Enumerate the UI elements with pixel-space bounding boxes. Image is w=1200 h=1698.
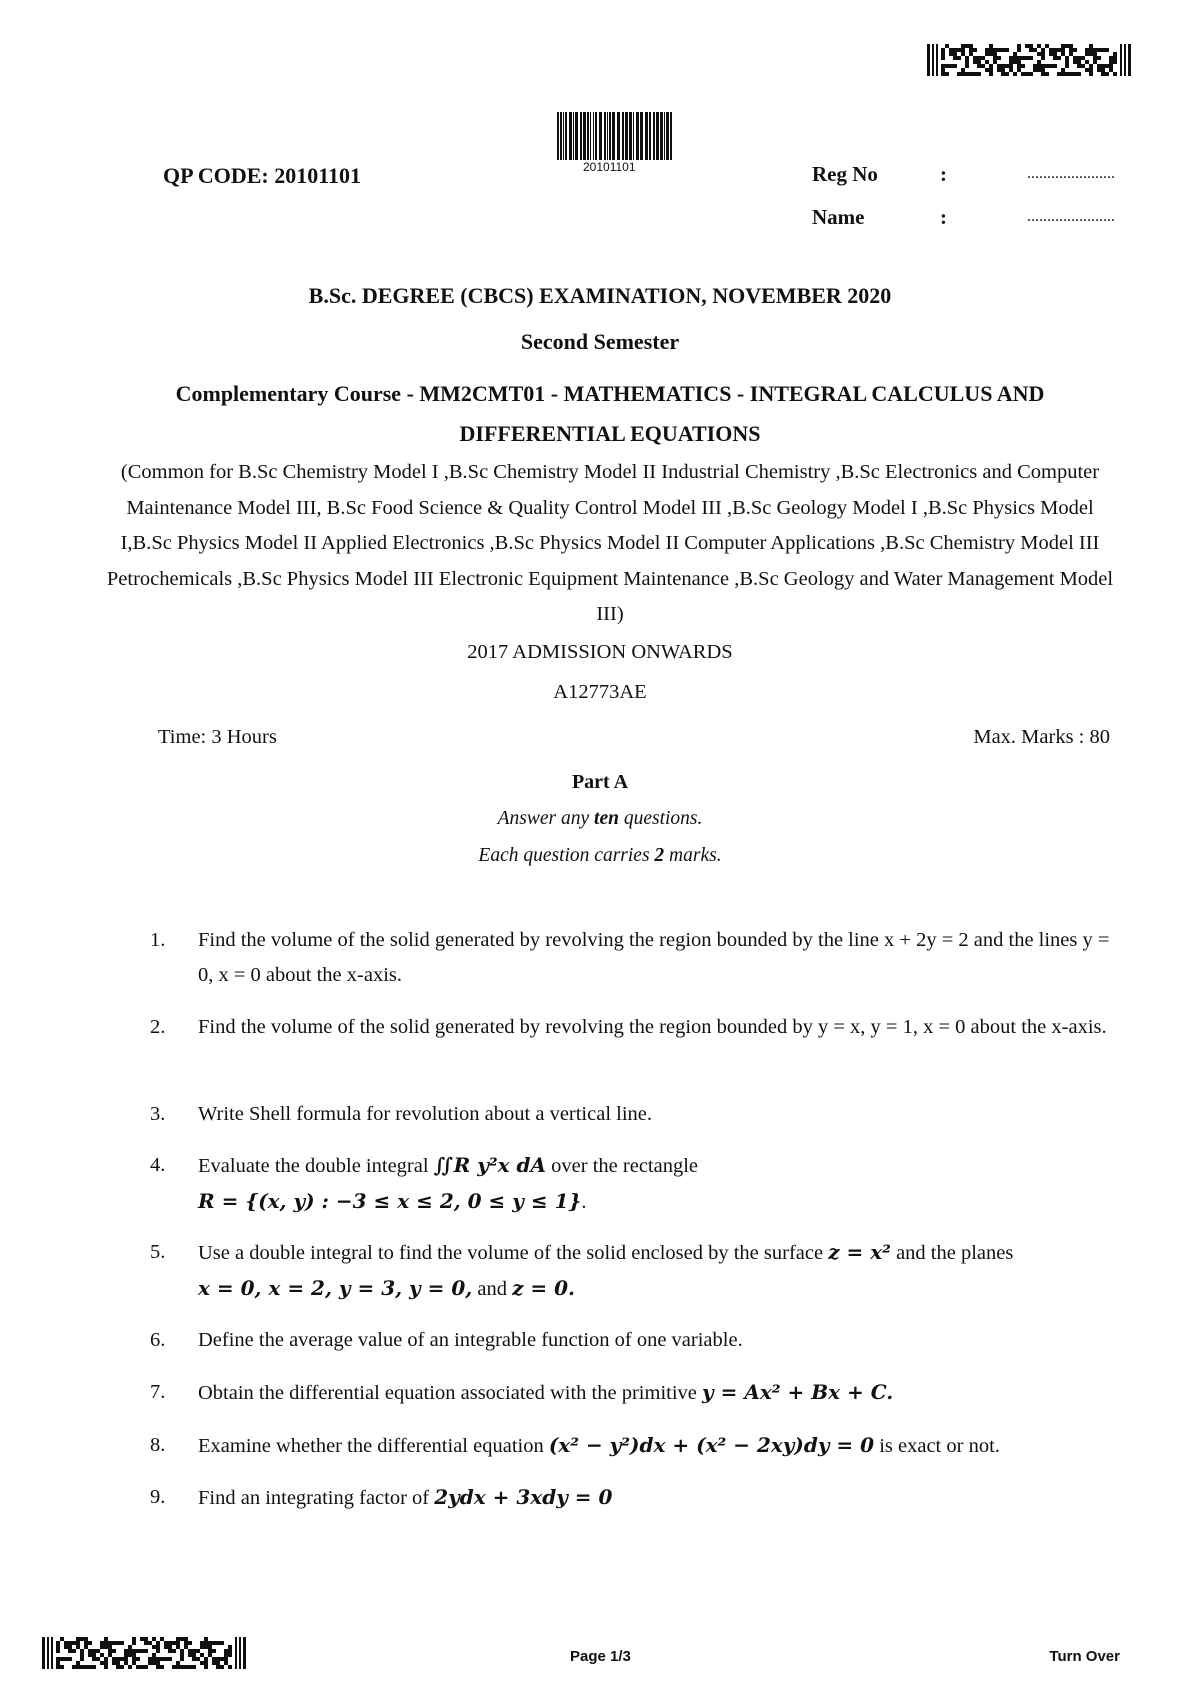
reg-no-colon: : <box>940 162 947 186</box>
top-right-barcode <box>927 44 1131 76</box>
page-number: Page 1/3 <box>570 1648 631 1665</box>
question-text: Write Shell formula for revolution about a vertical line. <box>198 1103 653 1125</box>
equation-expression: 2ydx + 3xdy = 0 <box>434 1485 613 1509</box>
name-field: ...................... <box>1027 208 1115 225</box>
question-text: Examine whether the differential equation <box>198 1435 549 1457</box>
qp-code: QP CODE: 20101101 <box>163 163 362 188</box>
bottom-left-barcode <box>42 1637 246 1669</box>
barcode-number: 20101101 <box>583 160 636 174</box>
question-number: 1. <box>150 929 166 951</box>
max-marks: Max. Marks : 80 <box>973 726 1110 748</box>
question-text: and the planes <box>890 1242 1014 1264</box>
question-number: 6. <box>150 1329 166 1351</box>
question-number: 7. <box>150 1381 166 1403</box>
semester: Second Semester <box>520 329 680 354</box>
exam-time: Time: 3 Hours <box>158 726 277 748</box>
question-text: Define the average value of an integrable function of one variable. <box>198 1329 743 1351</box>
planes-expression: x = 0, x = 2, y = 3, y = 0, <box>198 1276 473 1300</box>
plane-z-expression: z = 0. <box>512 1276 576 1300</box>
question-text: Find an integrating factor of <box>198 1487 435 1509</box>
question-text: Find the volume of the solid generated by revolving the region bounded by the line x + 2y = 2 and the lines y = 0, x = 0 about the x-axis. <box>198 929 1110 986</box>
center-barcode <box>557 112 675 160</box>
equation-expression: (x² − y²)dx + (x² − 2xy)dy = 0 <box>548 1433 875 1457</box>
question-number: 9. <box>150 1486 166 1508</box>
admission: 2017 ADMISSION ONWARDS <box>467 641 733 663</box>
common-for: (Common for B.Sc Chemistry Model I ,B.Sc Chemistry Model II Industrial Chemistry ,B.Sc Electronics and Computer Maintenance Model III, B.Sc Food Science & Quality Control Model III ,B.Sc Geology Model I ,B.Sc Physics Model I,B.Sc Physics Model II Applied Electronics ,B.Sc Physics Model II Computer Applications ,B.Sc Chemistry Model III Petrochemicals ,B.Sc Physics Model III Electronic Equipment Maintenance ,B.Sc Geology and Water Management Model III) <box>106 461 1114 625</box>
question-number: 5. <box>150 1241 166 1263</box>
part-a-heading: Part A <box>571 771 629 793</box>
turn-over: Turn Over <box>1049 1648 1120 1665</box>
course-title: Complementary Course - MM2CMT01 - MATHEMATICS - INTEGRAL CALCULUS AND DIFFERENTIAL EQUATIONS <box>175 381 1045 446</box>
exam-title: B.Sc. DEGREE (CBCS) EXAMINATION, NOVEMBER 2020 <box>308 283 892 308</box>
paper-code: A12773AE <box>553 681 647 703</box>
integral-expression: ∬R y²x dA <box>433 1153 547 1177</box>
region-expression: R = {(x, y) : −3 ≤ x ≤ 2, 0 ≤ y ≤ 1} <box>198 1189 582 1213</box>
question-text: Evaluate the double integral <box>198 1155 434 1177</box>
question-text: Obtain the differential equation associated with the primitive <box>198 1382 703 1404</box>
name-label: Name <box>812 205 865 229</box>
reg-no-label: Reg No <box>812 162 878 186</box>
question-number: 4. <box>150 1154 166 1176</box>
question-text: Find the volume of the solid generated by revolving the region bounded by y = x, y = 1, x = 0 about the x-axis. <box>198 1016 1107 1038</box>
surface-expression: z = x² <box>828 1240 891 1264</box>
question-text: Use a double integral to find the volume of the solid enclosed by the surface <box>198 1242 829 1264</box>
part-a-instruction: Answer any ten questions. <box>497 808 703 829</box>
question-number: 2. <box>150 1016 166 1038</box>
question-number: 3. <box>150 1103 166 1125</box>
primitive-expression: y = Ax² + Bx + C. <box>702 1380 894 1404</box>
question-number: 8. <box>150 1434 166 1456</box>
part-a-marks: Each question carries 2 marks. <box>478 845 722 866</box>
question-text: over the rectangle <box>546 1155 699 1177</box>
name-colon: : <box>940 205 947 229</box>
reg-no-field: ...................... <box>1027 165 1115 182</box>
